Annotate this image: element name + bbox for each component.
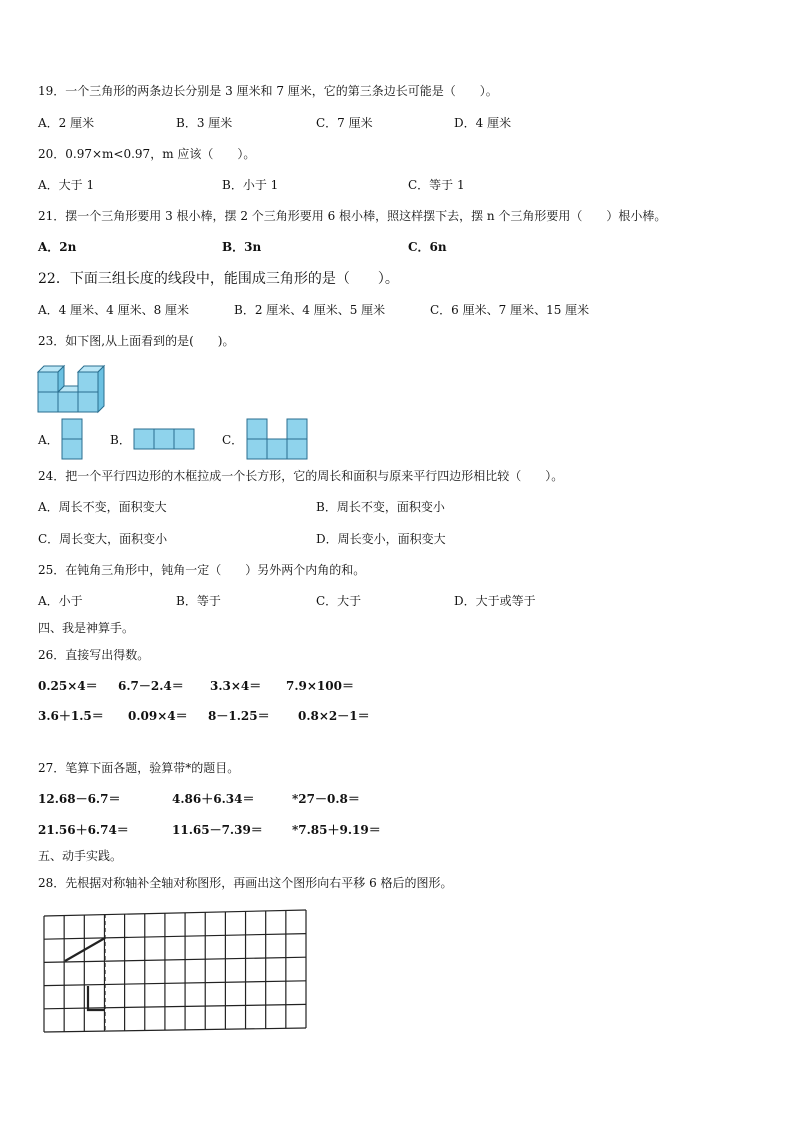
- grid-line-horizontal: [44, 957, 306, 962]
- q19-option-c[interactable]: C．7 厘米: [316, 116, 373, 130]
- q23-option-a-figure[interactable]: [62, 419, 82, 459]
- q20-option-a[interactable]: A．大于 1: [38, 178, 95, 192]
- grid-line-horizontal: [44, 934, 306, 940]
- q24-option-d[interactable]: D．周长变小，面积变大: [316, 532, 446, 546]
- q22-option-a[interactable]: A．4 厘米、4 厘米、8 厘米: [38, 303, 190, 317]
- q23-option-b[interactable]: B．: [110, 433, 131, 447]
- q19-option-a[interactable]: A．2 厘米: [38, 116, 95, 130]
- q27-item: 12.68－6.7＝: [38, 792, 121, 806]
- q27-item: *7.85＋9.19＝: [292, 823, 381, 837]
- q21-option-a[interactable]: A．2n: [38, 240, 77, 254]
- half-figure-slant: [65, 938, 105, 961]
- q26-item: 7.9×100＝: [286, 679, 354, 693]
- q24-option-a[interactable]: A．周长不变，面积变大: [38, 500, 167, 514]
- q22-stem: 22．下面三组长度的线段中，能围成三角形的是（ ）。: [38, 271, 399, 287]
- q24-stem: 24．把一个平行四边形的木框拉成一个长方形，它的周长和面积与原来平行四边形相比较（ ）。: [38, 469, 564, 483]
- q23-option-a[interactable]: A．: [38, 433, 59, 447]
- q26-item: 8－1.25＝: [208, 709, 270, 723]
- q21-option-c[interactable]: C．6n: [408, 240, 447, 254]
- q26-item: 3.3×4＝: [210, 679, 262, 693]
- q27-item: 11.65－7.39＝: [172, 823, 263, 837]
- q28-stem: 28．先根据对称轴补全轴对称图形，再画出这个图形向右平移 6 格后的图形。: [38, 876, 453, 890]
- q27-item: 21.56＋6.74＝: [38, 823, 129, 837]
- q27-item: 4.86＋6.34＝: [172, 792, 255, 806]
- q26-item: 6.7－2.4＝: [118, 679, 184, 693]
- q23-option-c-figure[interactable]: [247, 419, 307, 459]
- grid-line-horizontal: [44, 981, 306, 986]
- q19-option-b[interactable]: B．3 厘米: [176, 116, 233, 130]
- q20-stem: 20．0.97×m<0.97，m 应该（ ）。: [38, 147, 256, 161]
- section-4-heading: 四、我是神算手。: [38, 621, 135, 635]
- q20-option-b[interactable]: B．小于 1: [222, 178, 279, 192]
- q26-stem: 26．直接写出得数。: [38, 648, 150, 662]
- section-5-heading: 五、动手实践。: [38, 849, 123, 863]
- q25-option-c[interactable]: C．大于: [316, 594, 362, 608]
- grid-line-horizontal: [44, 1004, 306, 1008]
- q28-drawing-grid[interactable]: [40, 906, 310, 1036]
- q26-item: 0.8×2－1＝: [298, 709, 370, 723]
- q26-item: 0.09×4＝: [128, 709, 188, 723]
- q26-item: 3.6＋1.5＝: [38, 709, 104, 723]
- q19-stem: 19．一个三角形的两条边长分别是 3 厘米和 7 厘米，它的第三条边长可能是（ ）。: [38, 84, 498, 98]
- q22-option-b[interactable]: B．2 厘米、4 厘米、5 厘米: [234, 303, 386, 317]
- q21-option-b[interactable]: B．3n: [222, 240, 262, 254]
- q23-option-c[interactable]: C．: [222, 433, 244, 447]
- q25-option-b[interactable]: B．等于: [176, 594, 221, 608]
- q20-option-c[interactable]: C．等于 1: [408, 178, 465, 192]
- q27-item: *27－0.8＝: [292, 792, 360, 806]
- cube-arrangement-figure: [38, 362, 118, 412]
- q21-stem: 21．摆一个三角形要用 3 根小棒，摆 2 个三角形要用 6 根小棒，照这样摆下去，摆 n 个三角形要用（ ）根小棒。: [38, 209, 667, 223]
- q19-option-d[interactable]: D．4 厘米: [454, 116, 512, 130]
- q25-option-d[interactable]: D．大于或等于: [454, 594, 536, 608]
- q25-stem: 25．在钝角三角形中，钝角一定（ ）另外两个内角的和。: [38, 563, 366, 577]
- half-figure-lower: [88, 986, 105, 1010]
- grid-line-horizontal: [44, 1028, 306, 1032]
- q27-stem: 27．笔算下面各题，验算带*的题目。: [38, 761, 240, 775]
- q25-option-a[interactable]: A．小于: [38, 594, 83, 608]
- q23-option-b-figure[interactable]: [134, 429, 194, 449]
- q23-stem: 23．如下图,从上面看到的是( )。: [38, 334, 235, 348]
- q26-item: 0.25×4＝: [38, 679, 98, 693]
- grid-line-horizontal: [44, 910, 306, 916]
- q24-option-c[interactable]: C．周长变大，面积变小: [38, 532, 168, 546]
- q24-option-b[interactable]: B．周长不变，面积变小: [316, 500, 445, 514]
- q22-option-c[interactable]: C．6 厘米、7 厘米、15 厘米: [430, 303, 590, 317]
